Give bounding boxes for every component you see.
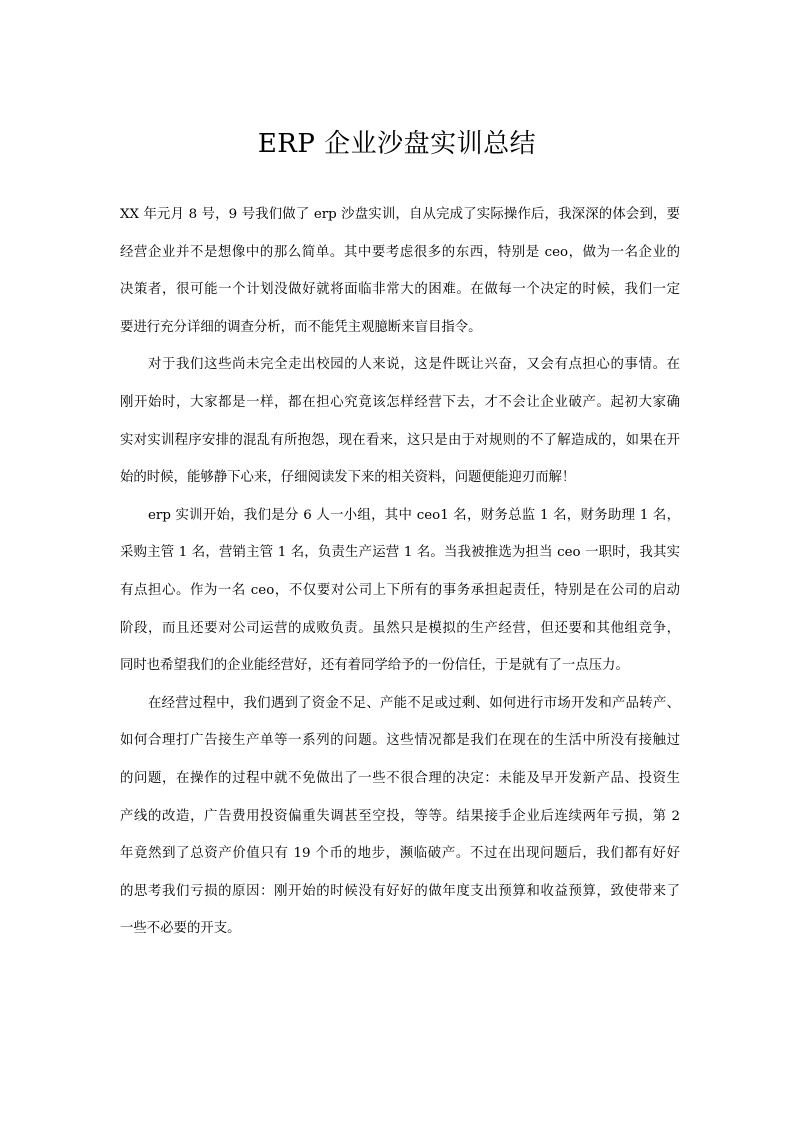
paragraph-4 [120, 685, 680, 948]
paragraph-line: 始的时候，能够静下心来，仔细阅读发下来的相关资料，问题便能迎刃而解！ [120, 470, 576, 486]
paragraph-line: 产线的改造，广告费用投资偏重失调甚至空投，等等。结果接手企业后连续两年亏损，第 2 [120, 808, 680, 824]
paragraph-line: 的思考我们亏损的原因：刚开始的时候没有好好的做年度支出预算和收益预算，致使带来了 [120, 883, 680, 899]
paragraph-line: 有点担心。作为一名 ceo，不仅要对公司上下所有的事务承担起责任，特别是在公司的启动 [120, 582, 680, 598]
paragraph-line: 同时也希望我们的企业能经营好，还有着同学给予的一份信任，于是就有了一点压力。 [120, 658, 629, 674]
document-body [120, 196, 680, 948]
paragraph-line: 实对实训程序安排的混乱有所抱怨，现在看来，这只是由于对规则的不了解造成的，如果在开 [120, 432, 680, 448]
paragraph-line: 要进行充分详细的调查分析，而不能凭主观臆断来盲目指令。 [120, 319, 482, 335]
paragraph-line: 年竟然到了总资产价值只有 19 个币的地步，濒临破产。不过在出现问题后，我们都有好好 [120, 846, 680, 862]
paragraph-line: XX 年元月 8 号，9 号我们做了 erp 沙盘实训，自从完成了实际操作后，我深深的体会到，要 [120, 207, 680, 222]
paragraph-line: 一些不必要的开支。 [120, 921, 241, 937]
paragraph-line: 决策者，很可能一个计划没做好就将面临非常大的困难。在做每一个决定的时候，我们一定 [120, 282, 680, 298]
paragraph-line: 刚开始时，大家都是一样，都在担心究竟该怎样经营下去，才不会让企业破产。起初大家确 [120, 394, 680, 410]
paragraph-1 [120, 196, 680, 346]
paragraph-2 [120, 346, 680, 496]
paragraph-line: 的问题，在操作的过程中就不免做出了一些不很合理的决定：未能及早开发新产品、投资生 [120, 770, 680, 786]
paragraph-line: erp 实训开始，我们是分 6 人一小组，其中 ceo1 名，财务总监 1 名，财务助理 1 名， [148, 507, 680, 523]
paragraph-line: 如何合理打广告接生产单等一系列的问题。这些情况都是我们在现在的生活中所没有接触过 [120, 733, 680, 749]
document-title: ERP 企业沙盘实训总结 [257, 129, 537, 159]
paragraph-line: 在经营过程中，我们遇到了资金不足、产能不足或过剩、如何进行市场开发和产品转产、 [148, 695, 680, 711]
paragraph-line: 阶段，而且还要对公司运营的成败负责。虽然只是模拟的生产经营，但还要和其他组竞争， [120, 620, 680, 636]
paragraph-line: 采购主管 1 名，营销主管 1 名，负责生产运营 1 名。当我被推选为担当 ceo 一职时，我其实 [120, 545, 680, 561]
paragraph-3 [120, 497, 680, 685]
paragraph-line: 经营企业并不是想像中的那么简单。其中要考虑很多的东西，特别是 ceo，做为一名企业的 [120, 244, 680, 260]
paragraph-line: 对于我们这些尚未完全走出校园的人来说，这是件既让兴奋，又会有点担心的事情。在 [148, 357, 680, 373]
